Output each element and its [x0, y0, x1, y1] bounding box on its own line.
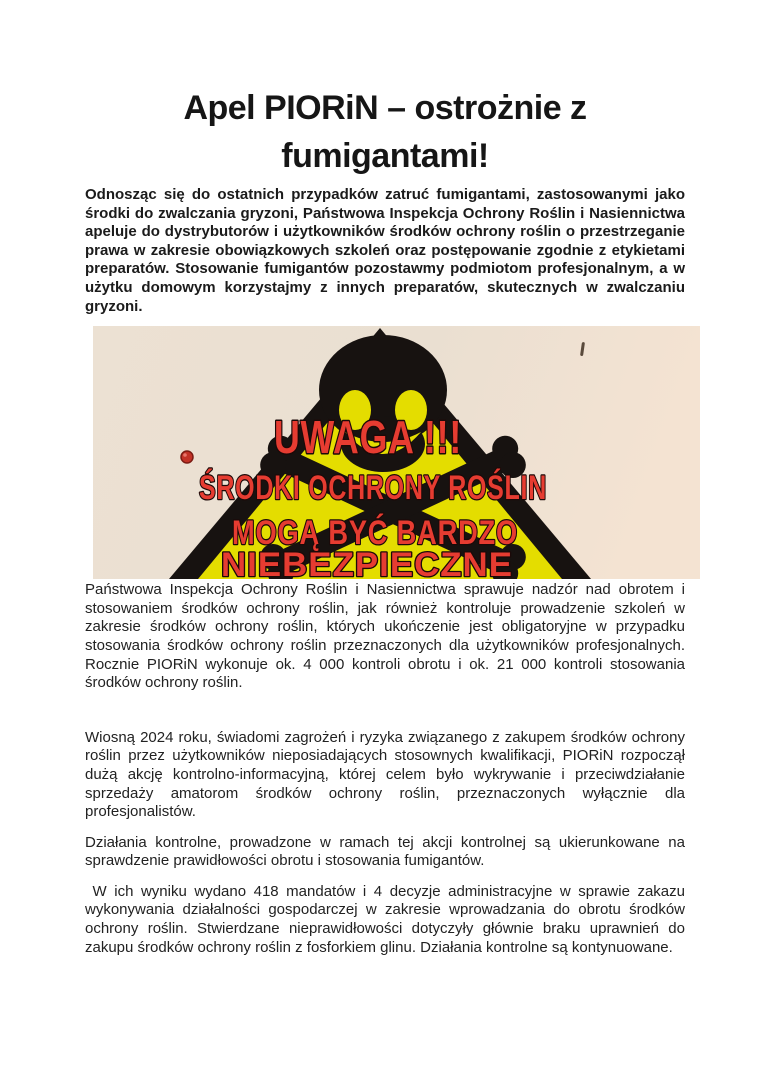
warning-photo [93, 326, 700, 579]
overlay-line-4: NIEBEZPIECZNE [221, 546, 513, 580]
paragraph-campaign: Wiosną 2024 roku, świadomi zagrożeń i ryzyka związanego z zakupem środków ochrony roślin przez użytkowników nieposiadających stosownych kwalifikacji, PIORiN rozpoczął dużą akcję kontrolno-informacyjną, której celem było wykrywanie i przeciwdziałanie sprzedaży amatorom środków ochrony roślin, przeznaczonych wyłącznie dla profesjonalistów. [85, 728, 685, 821]
paragraph-supervision: Państwowa Inspekcja Ochrony Roślin i Nasiennictwa sprawuje nadzór nad obrotem i stosowaniem środków ochrony roślin, jak również kontroluje prowadzenie szkoleń w zakresie środków ochrony roślin, których ukończenie jest obligatoryjne w przypadku stosowania środków ochrony roślin przeznaczonych dla użytkowników profesjonalnych. Rocznie PIORiN wykonuje ok. 4 000 kontroli obrotu i ok. 21 000 kontroli stosowania środków ochrony roślin. [85, 581, 685, 692]
paragraph-intro: Odnosząc się do ostatnich przypadków zatruć fumigantami, zastosowanymi jako środki do zwalczania gryzoni, Państwowa Inspekcja Ochrony Roślin i Nasiennictwa apeluje do dystrybutorów i użytkowników środków ochrony roślin o przestrzeganie prawa w zakresie obowiązkowych szkoleń oraz postępowanie zgodnie z etykietami preparatów. Stosowanie fumigantów pozostawmy podmiotom profesjonalnym, a w użytku domowym korzystajmy z innych preparatów, skutecznych w zwalczaniu gryzoni. [85, 186, 685, 315]
warning-triangle-icon [93, 326, 700, 579]
overlay-line-2: ŚRODKI OCHRONY ROŚLIN [199, 469, 547, 508]
paragraph-results: W ich wyniku wydano 418 mandatów i 4 decyzje administracyjne w sprawie zakazu wykonywania działalności gospodarczej w zakresie wprowadzania do obrotu środków ochrony roślin. Stwierdzane nieprawidłowości dotyczyły głównie braku uprawnień do zakupu środków ochrony roślin z fosforkiem glinu. Działania kontrolne są kontynuowane. [85, 882, 685, 956]
pushpin-icon [181, 451, 193, 463]
paragraph-controls: Działania kontrolne, prowadzone w ramach tej akcji kontrolnej są ukierunkowane na sprawdzenie prawidłowości obrotu i stosowania fumigantów. [85, 833, 685, 870]
overlay-line-3: MOGĄ BYĆ BARDZO [232, 514, 518, 553]
overlay-line-1: UWAGA !!! [274, 411, 462, 464]
document-content [85, 0, 685, 969]
document-title: Apel PIORiN – ostrożnie z fumigantami! [183, 89, 587, 175]
